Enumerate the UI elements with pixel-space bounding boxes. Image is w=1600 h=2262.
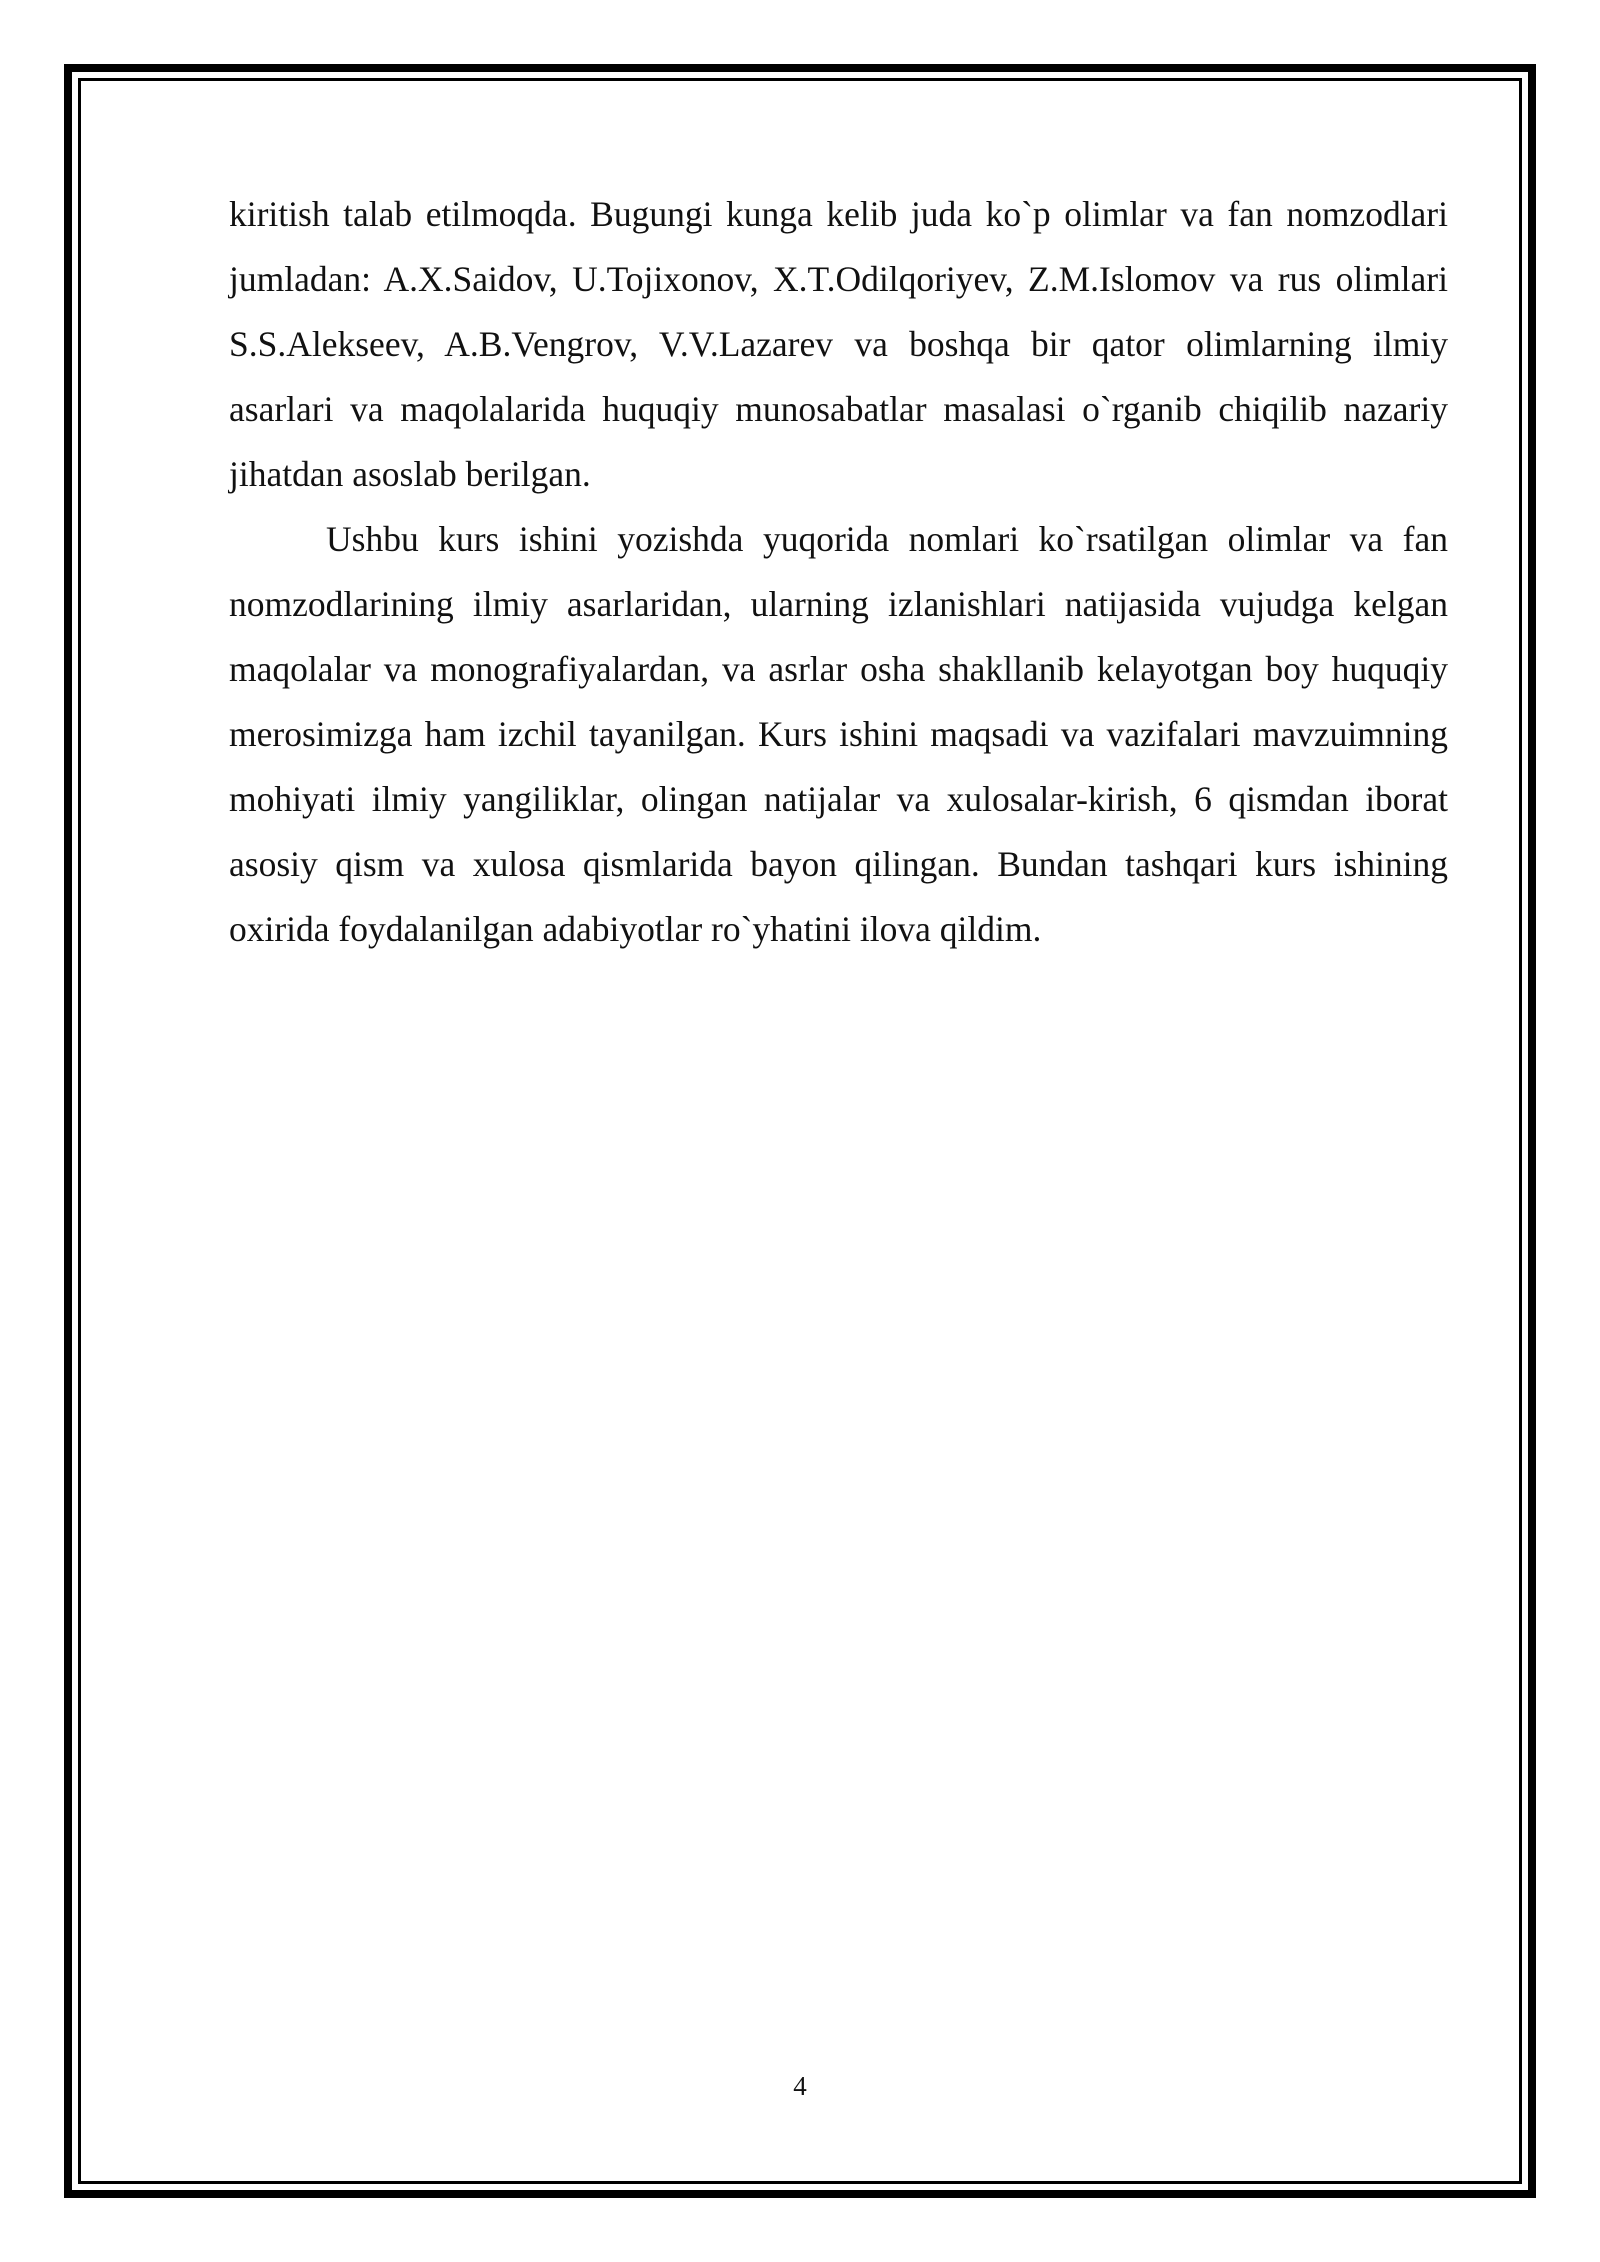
document-body: [229, 182, 1448, 962]
page-number: 4: [793, 2071, 807, 2101]
paragraph-course-work-sources: Ushbu kurs ishini yozishda yuqorida nomlari ko`rsatilgan olimlar va fan nomzodlarining ilmiy asarlaridan, ularning izlanishlari natijasida vujudga kelgan maqolalar va monografiyalardan, va asrlar osha shakllanib kelayotgan boy huquqiy merosimizga ham izchil tayanilgan. Kurs ishini maqsadi va vazifalari mavzuimning mohiyati ilmiy yangiliklar, olingan natijalar va xulosalar-kirish, 6 qismdan iborat asosiy qism va xulosa qismlarida bayon qilingan. Bundan tashqari kurs ishining oxirida foydalanilgan adabiyotlar ro`yhatini ilova qildim.: [229, 519, 1448, 949]
paragraph-continuation: kiritish talab etilmoqda. Bugungi kunga kelib juda ko`p olimlar va fan nomzodlari jumladan: A.X.Saidov, U.Tojixonov, X.T.Odilqoriyev, Z.M.Islomov va rus olimlari S.S.Alekseev, A.B.Vengrov, V.V.Lazarev va boshqa bir qator olimlarning ilmiy asarlari va maqolalarida huquqiy munosabatlar masalasi o`rganib chiqilib nazariy jihatdan asoslab berilgan.: [229, 194, 1448, 494]
